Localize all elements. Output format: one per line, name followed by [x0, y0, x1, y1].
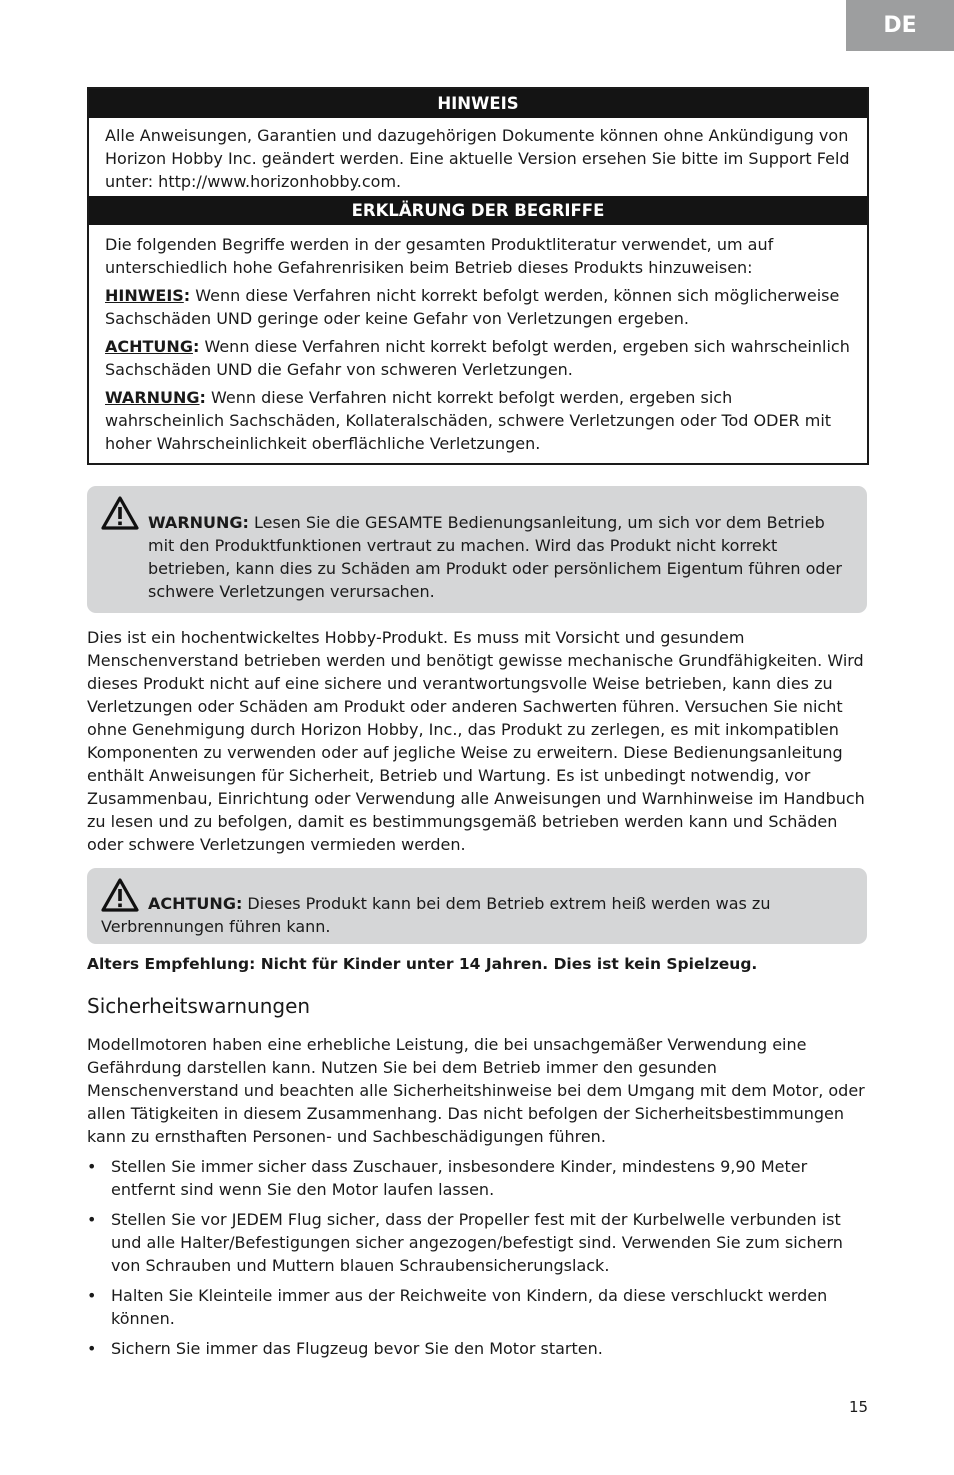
caution-box [87, 868, 867, 944]
term-warnung: WARNUNG: Wenn diese Verfahren nicht korrekt befolgt werden, ergeben sich wahrscheinlich Sachschäden, Kollateralschäden, schwere Verletzungen oder Tod ODER mit hoher Wahrscheinlichkeit oberflächliche Verletzungen. [105, 388, 832, 453]
section-heading: Sicherheitswarnungen [87, 994, 311, 1018]
notice-box-title: HINWEIS [89, 89, 867, 118]
list-item-text: Stellen Sie immer sicher dass Zuschauer, insbesondere Kinder, mindestens 9,90 Meter entfernt sind wenn Sie den Motor laufen lassen. [111, 1157, 808, 1199]
warning-box [87, 486, 867, 613]
safety-bullet-list [87, 1155, 869, 1367]
warning-box-text [148, 511, 853, 603]
list-item [87, 1155, 869, 1201]
term-warnung-label: WARNUNG [105, 388, 200, 407]
list-item-text: Stellen Sie vor JEDEM Flug sicher, dass der Propeller fest mit der Kurbelwelle verbunden ist und alle Halter/Befestigungen sicher angezogen/befestigt sind. Verwenden Sie zum sichern von Schrauben und Muttern blauen Schraubensicherungslack. [111, 1210, 843, 1275]
term-achtung-text: Wenn diese Verfahren nicht korrekt befolgt werden, ergeben sich wahrscheinlich Sachschäden UND die Gefahr von schweren Verletzungen. [105, 337, 850, 379]
caution-text: Dieses Produkt kann bei dem Betrieb extrem heiß werden was zu Verbrennungen führen kann. [101, 894, 771, 936]
terms-intro: Die folgenden Begriffe werden in der gesamten Produktliteratur verwendet, um auf unterschiedlich hohe Gefahrenrisiken beim Betrieb dieses Produkts hinzuweisen: [105, 235, 774, 277]
term-hinweis-label: HINWEIS [105, 286, 184, 305]
language-tab [846, 0, 954, 51]
term-warnung-text: Wenn diese Verfahren nicht korrekt befolgt werden, ergeben sich wahrscheinlich Sachschäden, Kollateralschäden, schwere Verletzungen oder Tod ODER mit hoher Wahrscheinlichkeit oberflächliche Verletzungen. [105, 388, 832, 453]
term-achtung: ACHTUNG: Wenn diese Verfahren nicht korrekt befolgt werden, ergeben sich wahrscheinlich Sachschäden UND die Gefahr von schweren Verletzungen. [105, 337, 850, 379]
notice-box-text: Alle Anweisungen, Garantien und dazugehörigen Dokumente können ohne Ankündigung von Horizon Hobby Inc. geändert werden. Eine aktuelle Version ersehen Sie bitte im Support Feld unter: http://www.horizonhobby.com. [105, 126, 850, 191]
term-achtung-label: ACHTUNG [105, 337, 193, 356]
term-hinweis: HINWEIS: Wenn diese Verfahren nicht korrekt befolgt werden, können sich möglicherweise Sachschäden UND geringe oder keine Gefahr von Verletzungen ergeben. [105, 286, 840, 328]
list-item [87, 1284, 869, 1330]
list-item [87, 1337, 869, 1360]
warning-text: Lesen Sie die GESAMTE Bedienungsanleitung, um sich vor dem Betrieb mit den Produktfunktionen vertraut zu machen. Wird das Produkt nicht korrekt betrieben, kann dies zu Schäden am Produkt oder persönlichem Eigentum führen oder schwere Verletzungen verursachen. [148, 513, 843, 601]
bullet-dot: • [87, 1210, 97, 1229]
bullet-dot: • [87, 1157, 97, 1176]
language-tab-label: DE [883, 13, 917, 38]
list-item [87, 1208, 869, 1277]
warning-triangle-icon [100, 495, 140, 531]
list-item-text: Halten Sie Kleinteile immer aus der Reichweite von Kindern, da diese verschluckt werden können. [111, 1286, 828, 1328]
term-hinweis-text: Wenn diese Verfahren nicht korrekt befolgt werden, können sich möglicherweise Sachschäden UND geringe oder keine Gefahr von Verletzungen ergeben. [105, 286, 840, 328]
page-number: 15 [849, 1398, 869, 1416]
safety-paragraph: Modellmotoren haben eine erhebliche Leistung, die bei unsachgemäßer Verwendung eine Gefährdung darstellen kann. Nutzen Sie bei dem Betrieb immer den gesunden Menschenverstand und beachten alle Sicherheitshinweise bei dem Umgang mit dem Motor, oder allen Tätigkeiten in diesem Zusammenhang. Das nicht befolgen der Sicherheitsbestimmungen kann zu ernsthaften Personen- und Sachbeschädigungen führen. [87, 1035, 865, 1146]
bullet-dot: • [87, 1339, 97, 1358]
caution-box-text [101, 892, 851, 938]
notice-box [87, 87, 869, 465]
list-item-text: Sichern Sie immer das Flugzeug bevor Sie den Motor starten. [111, 1339, 603, 1358]
terms-box-title: ERKLÄRUNG DER BEGRIFFE [89, 196, 867, 225]
bullet-dot: • [87, 1286, 97, 1305]
caution-label: ACHTUNG: [148, 894, 243, 913]
intro-paragraph: Dies ist ein hochentwickeltes Hobby-Produkt. Es muss mit Vorsicht und gesundem Menschenverstand betrieben werden und benötigt gewisse mechanische Grundfähigkeiten. Wird dieses Produkt nicht auf eine sichere und verantwortungsvolle Weise betrieben, kann dies zu Verletzungen oder Schäden am Produkt oder anderen Sachwerten führen. Versuchen Sie nicht ohne Genehmigung durch Horizon Hobby, Inc., das Produkt zu zerlegen, es mit inkompatiblen Komponenten zu verwenden oder auf jegliche Weise zu erweitern. Diese Bedienungsanleitung enthält Anweisungen für Sicherheit, Betrieb und Wartung. Es ist unbedingt notwendig, vor Zusammenbau, Einrichtung oder Verwendung alle Anweisungen und Warnhinweise im Handbuch zu lesen und zu befolgen, damit es bestimmungsgemäß betrieben werden kann und Schäden oder schwere Verletzungen vermieden werden. [87, 628, 865, 854]
age-note: Alters Empfehlung: Nicht für Kinder unter 14 Jahren. Dies ist kein Spielzeug. [87, 955, 758, 973]
warning-label: WARNUNG: [148, 513, 249, 532]
